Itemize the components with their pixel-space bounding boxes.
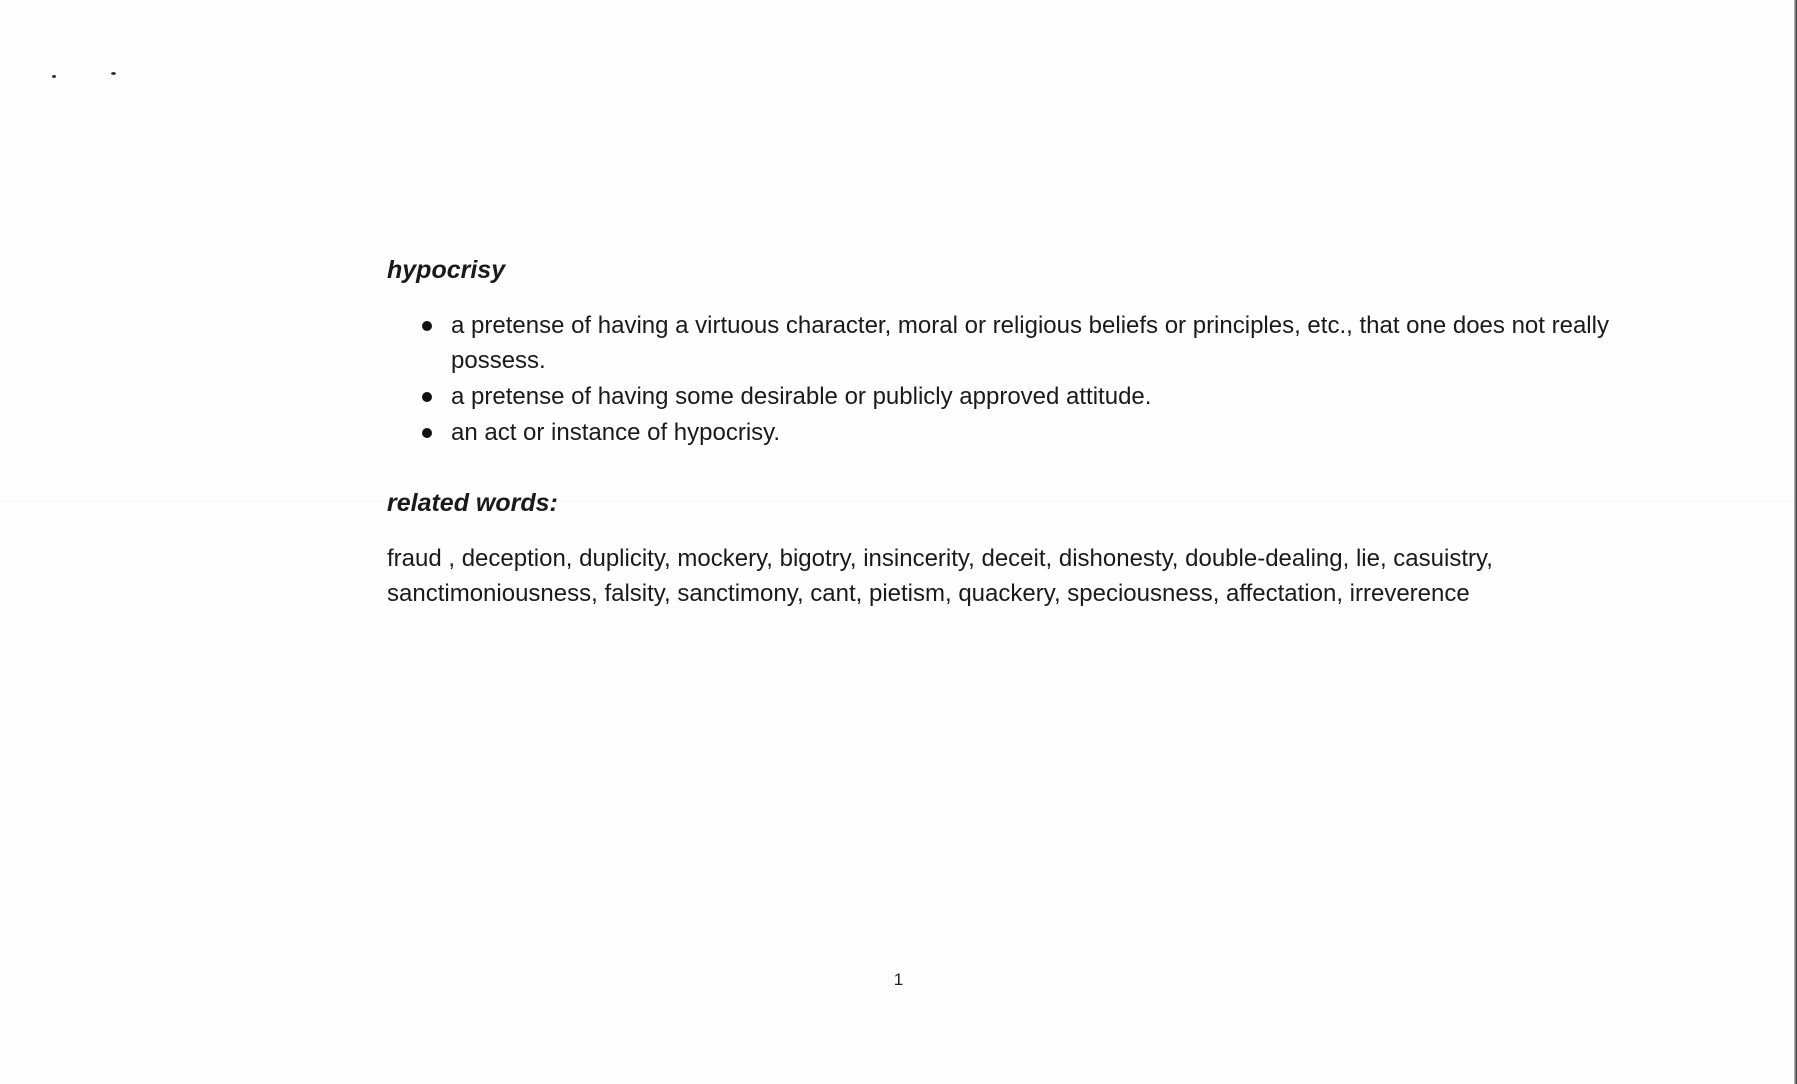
bullet-icon xyxy=(422,428,432,438)
definition-item xyxy=(387,415,1677,450)
related-words-text: fraud , deception, duplicity, mockery, bigotry, insincerity, deceit, dishonesty, double-dealing, lie, casuistry, sanctimoniousness, falsity, sanctimony, cant, pietism, quackery, speciousness, affectation, irreverence xyxy=(387,545,1493,607)
definition-text: a pretense of having some desirable or publicly approved attitude. xyxy=(451,383,1152,410)
scan-speck xyxy=(111,72,116,75)
definition-item xyxy=(387,308,1677,378)
definition-item xyxy=(387,379,1677,414)
related-words-heading: related words: xyxy=(387,489,558,517)
scan-speck xyxy=(52,75,56,78)
bullet-icon xyxy=(422,392,432,402)
bullet-icon xyxy=(422,321,432,331)
term-heading: hypocrisy xyxy=(387,256,506,284)
definition-list xyxy=(387,308,1677,450)
definition-text: an act or instance of hypocrisy. xyxy=(451,419,781,446)
document-body xyxy=(387,250,1677,611)
definition-text: a pretense of having a virtuous character, moral or religious beliefs or principles, etc., that one does not really possess. xyxy=(451,312,1609,374)
page-number: 1 xyxy=(893,970,904,989)
